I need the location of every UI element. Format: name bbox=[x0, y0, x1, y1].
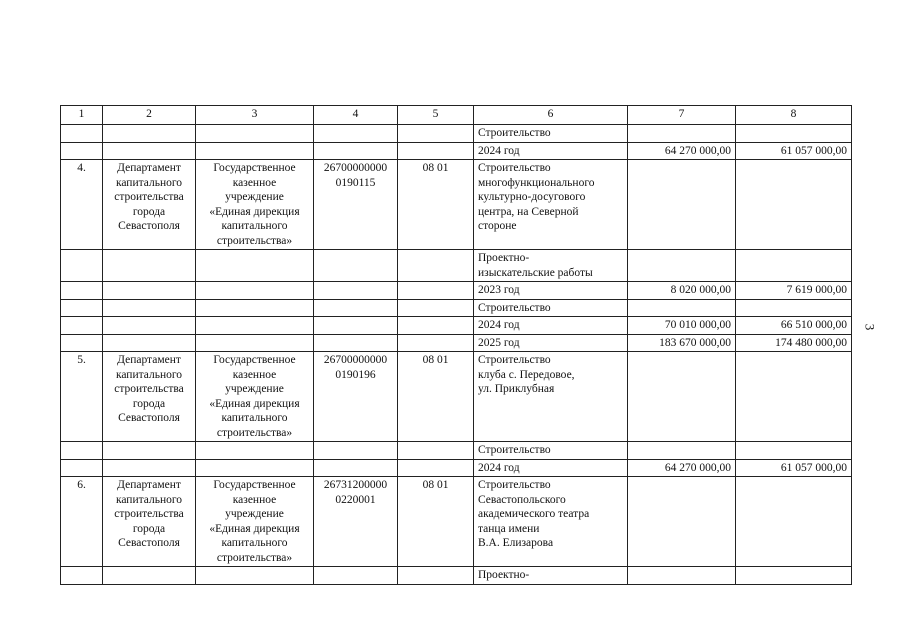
cell-v8 bbox=[736, 352, 852, 442]
header-cell: 7 bbox=[628, 106, 736, 125]
cell-inst bbox=[196, 282, 314, 300]
cell-dept bbox=[103, 334, 196, 352]
header-cell: 1 bbox=[61, 106, 103, 125]
header-cell: 3 bbox=[196, 106, 314, 125]
cell-code: 26700000000 0190196 bbox=[314, 352, 398, 442]
header-cell: 4 bbox=[314, 106, 398, 125]
header-cell: 8 bbox=[736, 106, 852, 125]
cell-v7 bbox=[628, 299, 736, 317]
cell-sec: 08 01 bbox=[398, 477, 474, 567]
cell-inst bbox=[196, 125, 314, 143]
cell-desc: Строительство bbox=[474, 299, 628, 317]
cell-v8 bbox=[736, 567, 852, 585]
table-row bbox=[61, 334, 852, 352]
table-row bbox=[61, 125, 852, 143]
cell-desc: Строительство клуба с. Передовое, ул. Приклубная bbox=[474, 352, 628, 442]
cell-desc: Строительство bbox=[474, 125, 628, 143]
cell-no bbox=[61, 459, 103, 477]
cell-no bbox=[61, 299, 103, 317]
table-row bbox=[61, 567, 852, 585]
cell-sec bbox=[398, 142, 474, 160]
cell-inst bbox=[196, 317, 314, 335]
cell-dept bbox=[103, 282, 196, 300]
header-cell: 6 bbox=[474, 106, 628, 125]
cell-v8: 174 480 000,00 bbox=[736, 334, 852, 352]
cell-dept: Департамент капитального строительства города Севастополя bbox=[103, 477, 196, 567]
header-cell: 2 bbox=[103, 106, 196, 125]
cell-dept bbox=[103, 125, 196, 143]
cell-no: 5. bbox=[61, 352, 103, 442]
cell-inst: Государственное казенное учреждение «Единая дирекция капитального строительства» bbox=[196, 160, 314, 250]
cell-v7 bbox=[628, 477, 736, 567]
cell-v8: 61 057 000,00 bbox=[736, 459, 852, 477]
cell-v7: 183 670 000,00 bbox=[628, 334, 736, 352]
cell-v8 bbox=[736, 442, 852, 460]
cell-inst bbox=[196, 459, 314, 477]
page-number: 3 bbox=[862, 323, 878, 331]
cell-no bbox=[61, 282, 103, 300]
cell-desc: 2024 год bbox=[474, 459, 628, 477]
cell-desc: Строительство Севастопольского академического театра танца имени В.А. Елизарова bbox=[474, 477, 628, 567]
table-row bbox=[61, 160, 852, 250]
cell-v7 bbox=[628, 125, 736, 143]
budget-table bbox=[60, 105, 852, 585]
table-row bbox=[61, 250, 852, 282]
cell-no bbox=[61, 250, 103, 282]
cell-v7: 8 020 000,00 bbox=[628, 282, 736, 300]
cell-sec: 08 01 bbox=[398, 160, 474, 250]
cell-v8 bbox=[736, 299, 852, 317]
cell-dept: Департамент капитального строительства города Севастополя bbox=[103, 160, 196, 250]
cell-sec bbox=[398, 334, 474, 352]
header-row bbox=[61, 106, 852, 125]
cell-code bbox=[314, 567, 398, 585]
cell-v8 bbox=[736, 125, 852, 143]
cell-code bbox=[314, 282, 398, 300]
cell-dept bbox=[103, 250, 196, 282]
cell-no bbox=[61, 317, 103, 335]
cell-dept: Департамент капитального строительства города Севастополя bbox=[103, 352, 196, 442]
cell-desc: 2024 год bbox=[474, 142, 628, 160]
cell-code bbox=[314, 317, 398, 335]
cell-v8 bbox=[736, 477, 852, 567]
cell-v8 bbox=[736, 250, 852, 282]
cell-no bbox=[61, 334, 103, 352]
cell-dept bbox=[103, 567, 196, 585]
cell-no bbox=[61, 125, 103, 143]
table-row bbox=[61, 317, 852, 335]
table-row bbox=[61, 459, 852, 477]
cell-desc: Проектно- изыскательские работы bbox=[474, 250, 628, 282]
cell-code bbox=[314, 442, 398, 460]
cell-no bbox=[61, 567, 103, 585]
cell-inst: Государственное казенное учреждение «Единая дирекция капитального строительства» bbox=[196, 477, 314, 567]
table-row bbox=[61, 352, 852, 442]
cell-inst bbox=[196, 299, 314, 317]
cell-no: 4. bbox=[61, 160, 103, 250]
cell-desc: Строительство bbox=[474, 442, 628, 460]
cell-code bbox=[314, 125, 398, 143]
cell-sec bbox=[398, 282, 474, 300]
cell-inst bbox=[196, 442, 314, 460]
table-row bbox=[61, 282, 852, 300]
cell-dept bbox=[103, 442, 196, 460]
cell-sec bbox=[398, 442, 474, 460]
cell-inst bbox=[196, 142, 314, 160]
cell-inst bbox=[196, 567, 314, 585]
cell-v7: 64 270 000,00 bbox=[628, 142, 736, 160]
header-cell: 5 bbox=[398, 106, 474, 125]
cell-sec: 08 01 bbox=[398, 352, 474, 442]
cell-sec bbox=[398, 459, 474, 477]
cell-code bbox=[314, 250, 398, 282]
cell-v7 bbox=[628, 250, 736, 282]
cell-code bbox=[314, 334, 398, 352]
cell-code bbox=[314, 459, 398, 477]
cell-dept bbox=[103, 317, 196, 335]
cell-v7 bbox=[628, 567, 736, 585]
cell-dept bbox=[103, 299, 196, 317]
table-row bbox=[61, 442, 852, 460]
cell-inst bbox=[196, 250, 314, 282]
cell-v8 bbox=[736, 160, 852, 250]
cell-v7 bbox=[628, 352, 736, 442]
cell-dept bbox=[103, 142, 196, 160]
table-row bbox=[61, 477, 852, 567]
cell-sec bbox=[398, 125, 474, 143]
cell-desc: Строительство многофункционального культурно-досугового центра, на Северной стороне bbox=[474, 160, 628, 250]
cell-code: 26700000000 0190115 bbox=[314, 160, 398, 250]
cell-no bbox=[61, 142, 103, 160]
cell-sec bbox=[398, 250, 474, 282]
cell-desc: 2024 год bbox=[474, 317, 628, 335]
cell-v7: 70 010 000,00 bbox=[628, 317, 736, 335]
cell-code bbox=[314, 142, 398, 160]
cell-dept bbox=[103, 459, 196, 477]
cell-v7 bbox=[628, 442, 736, 460]
table-row bbox=[61, 142, 852, 160]
cell-v8: 61 057 000,00 bbox=[736, 142, 852, 160]
cell-no bbox=[61, 442, 103, 460]
cell-inst: Государственное казенное учреждение «Единая дирекция капитального строительства» bbox=[196, 352, 314, 442]
cell-desc: Проектно- bbox=[474, 567, 628, 585]
cell-v7 bbox=[628, 160, 736, 250]
cell-sec bbox=[398, 317, 474, 335]
cell-desc: 2025 год bbox=[474, 334, 628, 352]
cell-sec bbox=[398, 299, 474, 317]
cell-sec bbox=[398, 567, 474, 585]
cell-code: 26731200000 0220001 bbox=[314, 477, 398, 567]
cell-no: 6. bbox=[61, 477, 103, 567]
cell-desc: 2023 год bbox=[474, 282, 628, 300]
cell-code bbox=[314, 299, 398, 317]
table-row bbox=[61, 299, 852, 317]
cell-v8: 7 619 000,00 bbox=[736, 282, 852, 300]
cell-v8: 66 510 000,00 bbox=[736, 317, 852, 335]
cell-inst bbox=[196, 334, 314, 352]
cell-v7: 64 270 000,00 bbox=[628, 459, 736, 477]
